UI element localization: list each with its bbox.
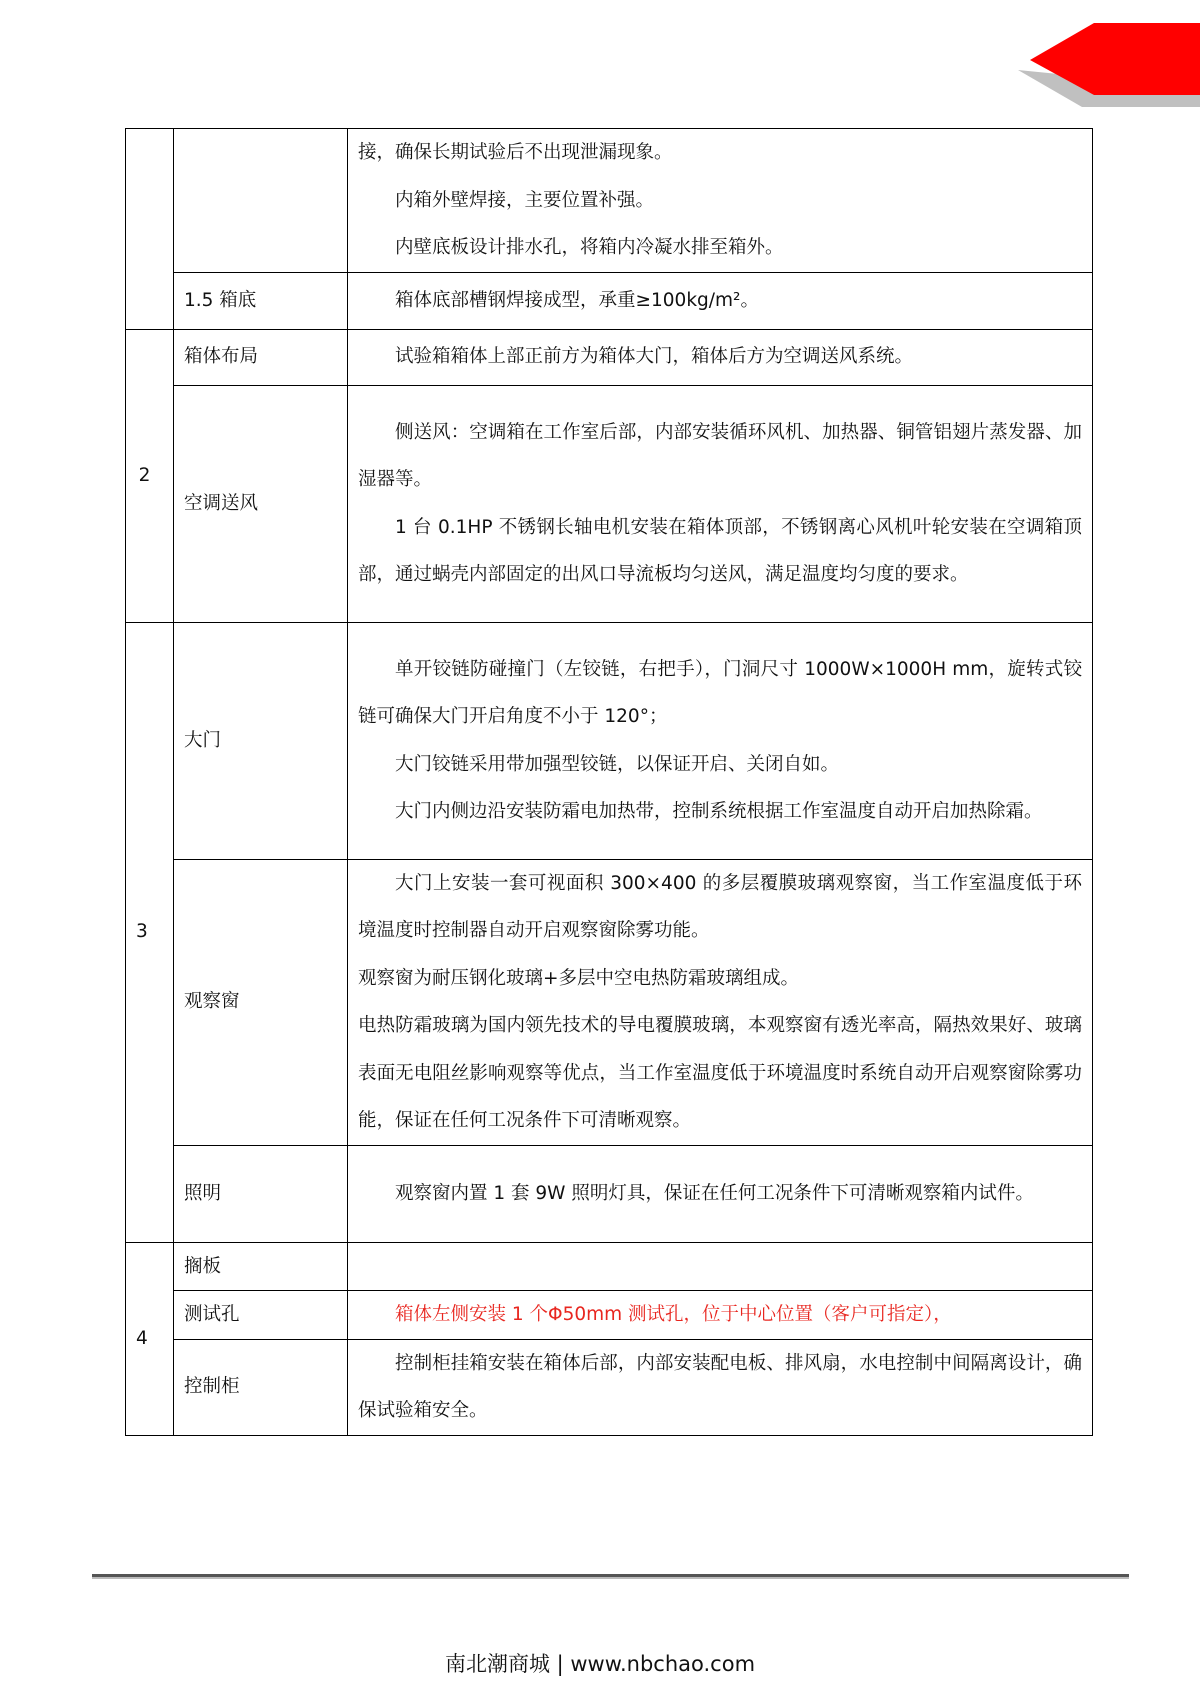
header-banner-decoration bbox=[960, 0, 1200, 120]
item-description bbox=[348, 859, 1093, 1145]
description-paragraph: 内壁底板设计排水孔，将箱内冷凝水排至箱外。 bbox=[395, 237, 784, 258]
item-number: 2 bbox=[126, 329, 174, 622]
item-number: 4 bbox=[126, 1242, 174, 1435]
spec-table bbox=[125, 128, 1093, 1436]
item-description bbox=[348, 1145, 1093, 1242]
item-number bbox=[126, 129, 174, 330]
item-label: 照明 bbox=[174, 1145, 348, 1242]
item-description bbox=[348, 329, 1093, 385]
description-paragraph: 试验箱箱体上部正前方为箱体大门，箱体后方为空调送风系统。 bbox=[395, 346, 914, 368]
item-label: 测试孔 bbox=[174, 1291, 348, 1340]
item-label: 观察窗 bbox=[174, 859, 348, 1145]
item-description bbox=[348, 385, 1093, 622]
item-number: 3 bbox=[126, 622, 174, 1242]
table-row bbox=[126, 1145, 1093, 1242]
table-row bbox=[126, 329, 1093, 385]
description-paragraph: 侧送风：空调箱在工作室后部，内部安装循环风机、加热器、铜管铝翅片蒸发器、加湿器等。 bbox=[358, 421, 1082, 490]
item-description bbox=[348, 129, 1093, 273]
item-label: 大门 bbox=[174, 622, 348, 859]
item-label: 1.5 箱底 bbox=[174, 272, 348, 329]
description-paragraph: 单开铰链防碰撞门（左铰链，右把手），门洞尺寸 1000W×1000H mm，旋转式铰链可确保大门开启角度不小于 120°； bbox=[358, 658, 1082, 727]
table-row bbox=[126, 622, 1093, 859]
item-description bbox=[348, 622, 1093, 859]
highlighted-paragraph: 箱体左侧安装 1 个Φ50mm 测试孔，位于中心位置（客户可指定）， bbox=[395, 1304, 952, 1325]
description-paragraph: 观察窗为耐压钢化玻璃+多层中空电热防霜玻璃组成。 bbox=[358, 967, 800, 989]
description-paragraph: 1 台 0.1HP 不锈钢长轴电机安装在箱体顶部，不锈钢离心风机叶轮安装在空调箱顶部，通过蜗壳内部固定的出风口导流板均匀送风，满足温度均匀度的要求。 bbox=[358, 516, 1082, 585]
table-row bbox=[126, 859, 1093, 1145]
description-paragraph: 箱体底部槽钢焊接成型，承重≥100kg/m²。 bbox=[395, 289, 759, 311]
description-paragraph: 大门铰链采用带加强型铰链，以保证开启、关闭自如。 bbox=[395, 753, 840, 775]
description-paragraph: 内箱外壁焊接，主要位置补强。 bbox=[395, 189, 655, 211]
description-paragraph: 大门内侧边沿安装防霜电加热带，控制系统根据工作室温度自动开启加热除霜。 bbox=[395, 801, 1043, 822]
table-row bbox=[126, 1339, 1093, 1435]
description-paragraph: 电热防霜玻璃为国内领先技术的导电覆膜玻璃，本观察窗有透光率高，隔热效果好、玻璃表面无电阻丝影响观察等优点，当工作室温度低于环境温度时系统自动开启观察窗除雾功能，保证在任何工况条件下可清晰观察。 bbox=[358, 1015, 1082, 1131]
footer-divider bbox=[92, 1574, 1129, 1579]
item-label: 箱体布局 bbox=[174, 329, 348, 385]
item-label: 搁板 bbox=[174, 1242, 348, 1291]
item-description bbox=[348, 272, 1093, 329]
item-description bbox=[348, 1339, 1093, 1435]
item-label bbox=[174, 129, 348, 273]
description-paragraph: 控制柜挂箱安装在箱体后部，内部安装配电板、排风扇，水电控制中间隔离设计，确保试验箱安全。 bbox=[358, 1352, 1082, 1421]
item-label: 空调送风 bbox=[174, 385, 348, 622]
table-row bbox=[126, 272, 1093, 329]
table-row bbox=[126, 129, 1093, 273]
description-paragraph: 大门上安装一套可视面积 300×400 的多层覆膜玻璃观察窗，当工作室温度低于环境温度时控制器自动开启观察窗除雾功能。 bbox=[358, 872, 1082, 941]
table-row bbox=[126, 1291, 1093, 1340]
table-row bbox=[126, 1242, 1093, 1291]
footer-text: 南北潮商城 | www.nbchao.com bbox=[444, 1652, 756, 1676]
description-paragraph: 接，确保长期试验后不出现泄漏现象。 bbox=[358, 142, 673, 163]
description-paragraph: 观察窗内置 1 套 9W 照明灯具，保证在任何工况条件下可清晰观察箱内试件。 bbox=[395, 1182, 1034, 1204]
item-description bbox=[348, 1291, 1093, 1340]
table-row bbox=[126, 385, 1093, 622]
item-label: 控制柜 bbox=[174, 1339, 348, 1435]
item-description bbox=[348, 1242, 1093, 1291]
